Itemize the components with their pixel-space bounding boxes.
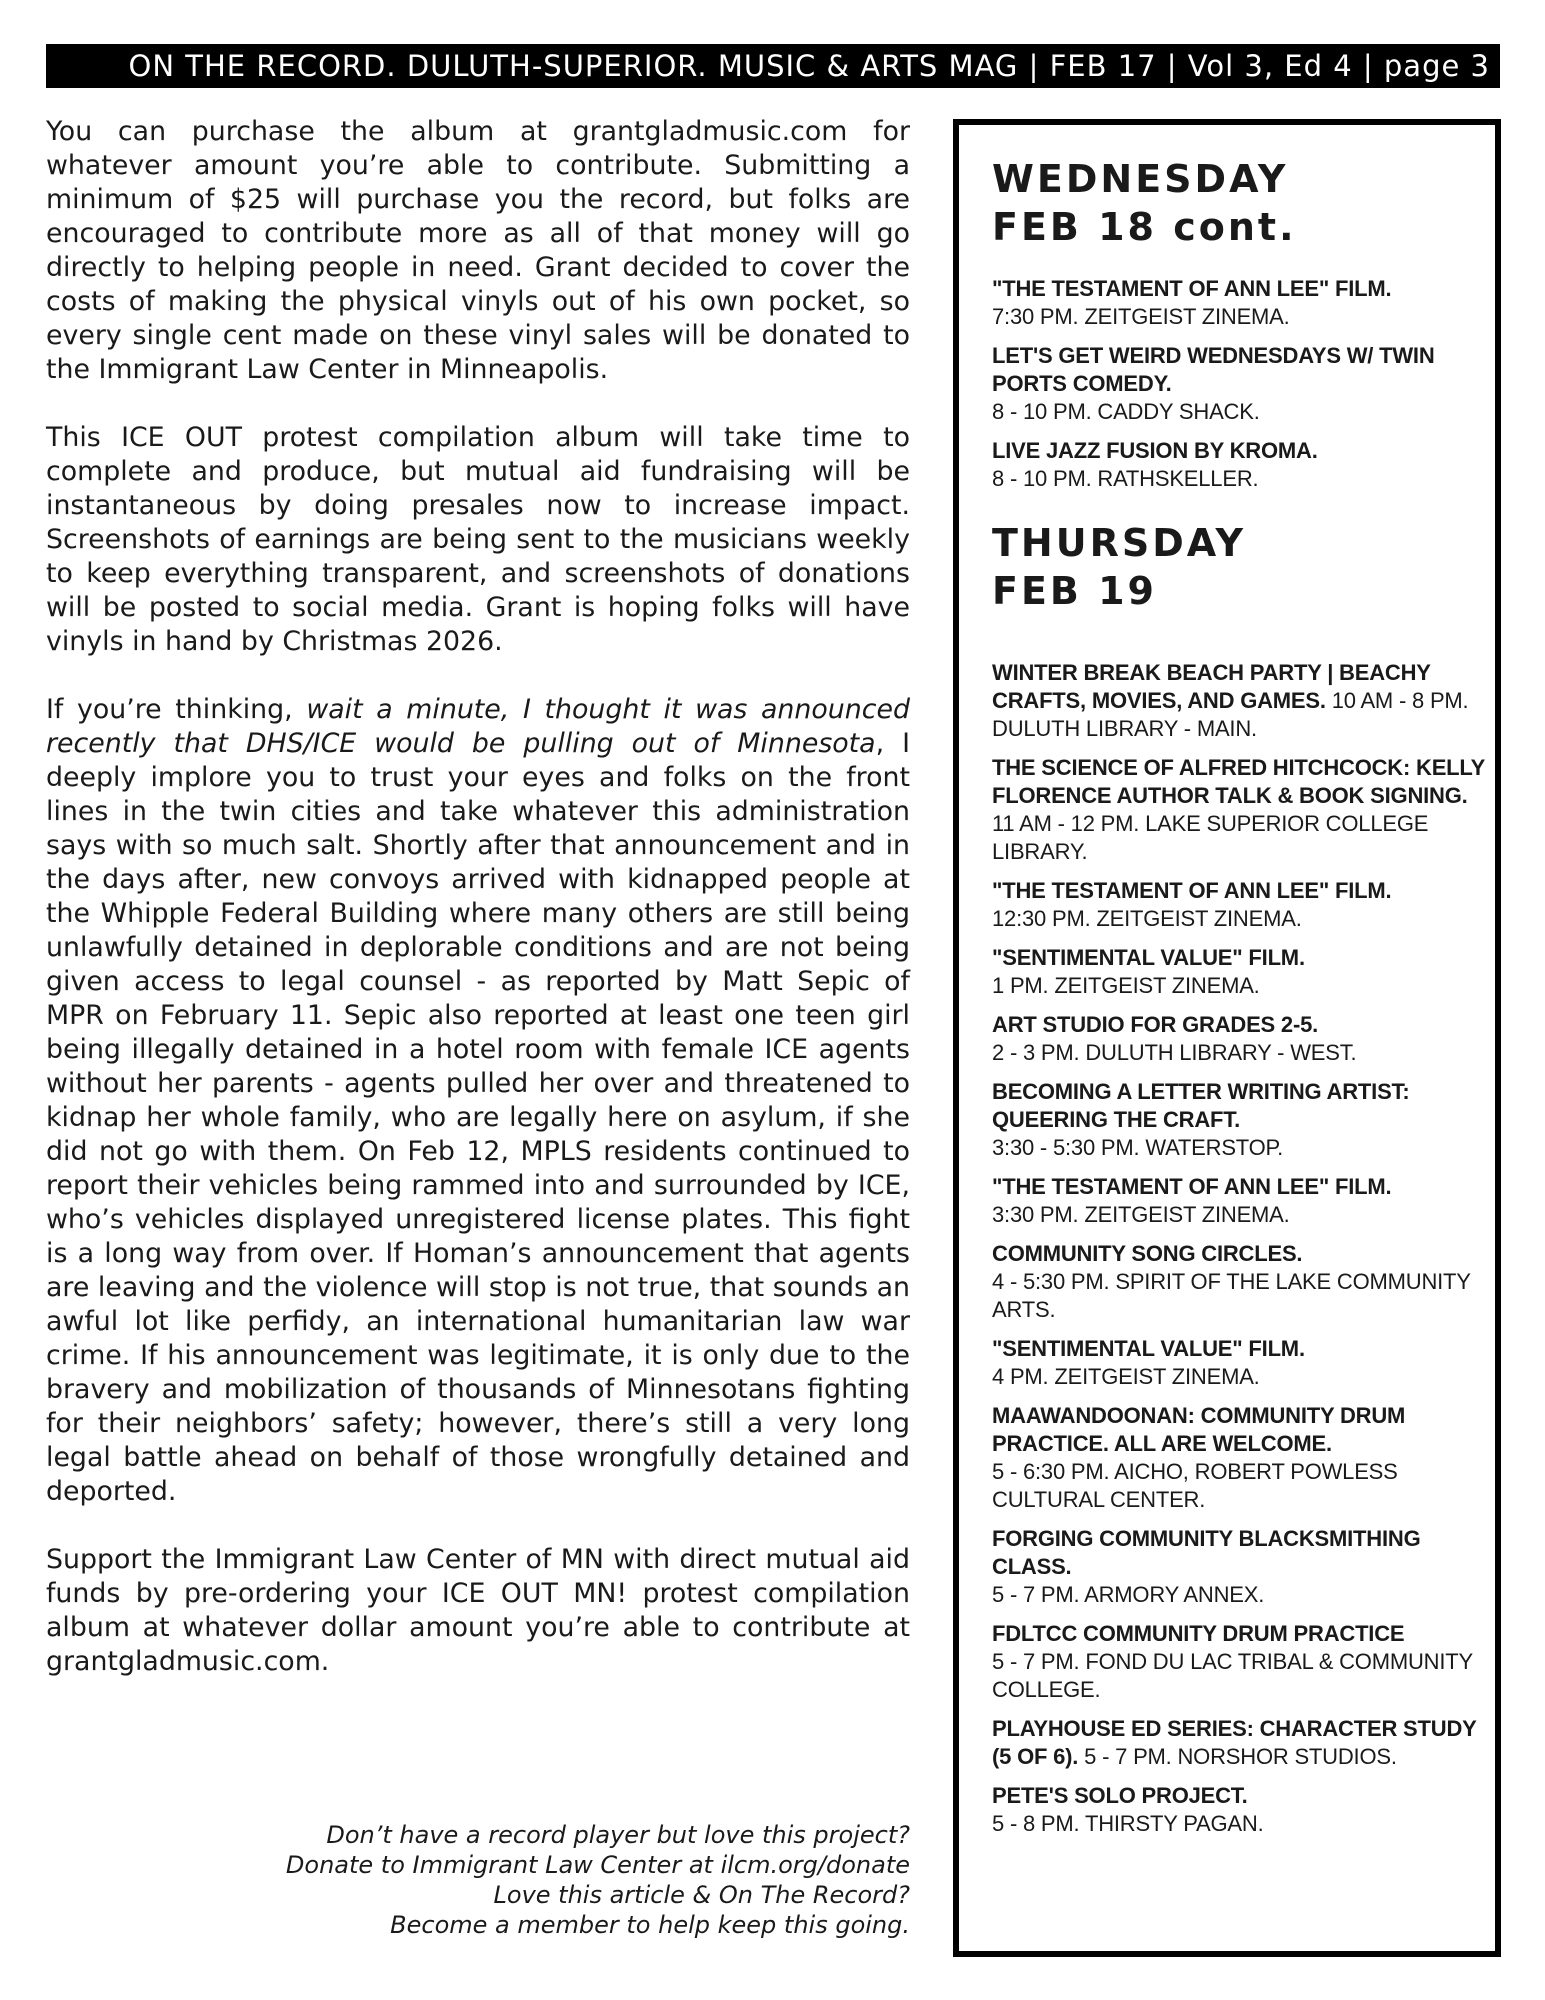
event-title: PETE'S SOLO PROJECT. [992,1783,1248,1808]
event-item [992,1620,1495,1704]
event-item [992,1078,1495,1162]
wednesday-event-list [992,275,1495,493]
article-paragraph: Support the Immigrant Law Center of MN with direct mutual aid funds by pre-ordering your ICE OUT MN! protest compilation album at whatever dollar amount you’re able to contribute at grantgladmusic.com. [46,1544,910,1677]
event-title: THE SCIENCE OF ALFRED HITCHCOCK: KELLY FLORENCE AUTHOR TALK & BOOK SIGNING. [992,755,1485,808]
day-name: THURSDAY [992,521,1247,565]
event-item [992,659,1495,743]
event-title: MAAWANDOONAN: COMMUNITY DRUM PRACTICE. ALL ARE WELCOME. [992,1403,1406,1456]
article-body [46,115,910,1713]
event-detail: 2 - 3 PM. DULUTH LIBRARY - WEST. [992,1040,1357,1065]
event-item [992,342,1495,426]
footnote-line: Donate to Immigrant Law Center at ilcm.org/donate [285,1851,910,1879]
article-paragraph: This ICE OUT protest compilation album will take time to complete and produce, but mutual aid fundraising will be instantaneous by doing presales now to increase impact. Screenshots of earnings are being sent to the musicians weekly to keep everything transparent, and screenshots of donations will be posted to social media. Grant is hoping folks will have vinyls in hand by Christmas 2026. [46,422,910,657]
event-detail: 1 PM. ZEITGEIST ZINEMA. [992,973,1260,998]
page-header-banner: ON THE RECORD. DULUTH-SUPERIOR. MUSIC & ARTS MAG | FEB 17 | Vol 3, Ed 4 | page 3 [46,44,1500,88]
event-detail: 8 - 10 PM. RATHSKELLER. [992,466,1259,491]
event-title: "THE TESTAMENT OF ANN LEE" FILM. [992,276,1392,301]
event-title: "SENTIMENTAL VALUE" FILM. [992,1336,1305,1361]
event-item [992,1715,1495,1771]
event-detail: 8 - 10 PM. CADDY SHACK. [992,399,1260,424]
article-paragraph [46,693,910,1509]
event-detail: 10 AM - 8 PM. DULUTH LIBRARY - MAIN. [992,688,1469,741]
article-paragraph: You can purchase the album at grantgladmusic.com for whatever amount you’re able to contribute. Submitting a minimum of $25 will purchase you the record, but folks are encouraged to contribute more as all of that money will go directly to helping people in need. Grant decided to cover the costs of making the physical vinyls out of his own pocket, so every single cent made on these vinyl sales will be donated to the Immigrant Law Center in Minneapolis. [46,116,910,385]
footnote-line: Become a member to help keep this going. [390,1911,910,1939]
footnote-line: Don’t have a record player but love this project? [326,1821,910,1849]
event-title: COMMUNITY SONG CIRCLES. [992,1241,1303,1266]
event-detail: 7:30 PM. ZEITGEIST ZINEMA. [992,304,1290,329]
italic-quote: wait a minute, I thought it was announced recently that DHS/ICE would be pulling out of Minnesota [46,694,910,759]
event-item [992,877,1495,933]
event-item [992,754,1495,866]
footnote-line: Love this article & On The Record? [493,1881,910,1909]
event-title: "THE TESTAMENT OF ANN LEE" FILM. [992,1174,1392,1199]
day-date: FEB 18 cont. [992,205,1297,249]
event-title: ART STUDIO FOR GRADES 2-5. [992,1012,1319,1037]
event-detail: 5 - 7 PM. ARMORY ANNEX. [992,1582,1265,1607]
event-item [992,1335,1495,1391]
event-calendar-sidebar [953,119,1501,1957]
event-item [992,275,1495,331]
paragraph-rest: , I deeply implore you to trust your eyes and folks on the front lines in the twin cities and take whatever this administration says with so much salt. Shortly after that announcement and in the days after, new convoys arrived with kidnapped people at the Whipple Federal Building where many others are still being unlawfully detained in deplorable conditions and are not being given access to legal counsel - as reported by Matt Sepic of MPR on February 11. Sepic also reported at least one teen girl being illegally detained in a hotel room with female ICE agents without her parents - agents pulled her over and threatened to kidnap her whole family, who are legally here on asylum, if she did not go with them. On Feb 12, MPLS residents continued to report their vehicles being rammed into and surrounded by ICE, who’s vehicles displayed unregistered license plates. This fight is a long way from over. If Homan’s announcement that agents are leaving and the violence will stop is not true, that sounds an awful lot like perfidy, an international humanitarian law war crime. If his announcement was legitimate, it is only due to the bravery and mobilization of thousands of Minnesotans fighting for their neighbors’ safety; however, there’s still a very long legal battle ahead on behalf of those wrongfully detained and deported. [46,728,910,1507]
event-title: "SENTIMENTAL VALUE" FILM. [992,945,1305,970]
event-item [992,944,1495,1000]
event-item [992,1782,1495,1838]
event-detail: 3:30 PM. ZEITGEIST ZINEMA. [992,1202,1290,1227]
article-footnote [46,1820,910,1940]
event-title: PLAYHOUSE ED SERIES: CHARACTER STUDY (5 OF 6). [992,1716,1477,1769]
day-heading-wednesday [992,155,1495,251]
event-item [992,1240,1495,1324]
event-item [992,1402,1495,1514]
day-date: FEB 19 [992,569,1157,613]
event-detail: 5 - 6:30 PM. AICHO, ROBERT POWLESS CULTURAL CENTER. [992,1459,1398,1512]
event-title: FDLTCC COMMUNITY DRUM PRACTICE [992,1621,1405,1646]
event-detail: 5 - 8 PM. THIRSTY PAGAN. [992,1811,1264,1836]
event-detail: 4 PM. ZEITGEIST ZINEMA. [992,1364,1260,1389]
event-detail: 11 AM - 12 PM. LAKE SUPERIOR COLLEGE LIBRARY. [992,811,1429,864]
event-item [992,1011,1495,1067]
event-title: "THE TESTAMENT OF ANN LEE" FILM. [992,878,1392,903]
paragraph-lead: If you’re thinking, [46,694,307,725]
event-item [992,1525,1495,1609]
day-heading-thursday [992,519,1495,615]
day-name: WEDNESDAY [992,157,1289,201]
thursday-event-list [992,659,1495,1838]
event-title: BECOMING A LETTER WRITING ARTIST: QUEERING THE CRAFT. [992,1079,1410,1132]
event-title: WINTER BREAK BEACH PARTY | BEACHY CRAFTS, MOVIES, AND GAMES. [992,660,1431,713]
event-title: FORGING COMMUNITY BLACKSMITHING CLASS. [992,1526,1421,1579]
event-title: LIVE JAZZ FUSION BY KROMA. [992,438,1318,463]
event-item [992,437,1495,493]
event-detail: 4 - 5:30 PM. SPIRIT OF THE LAKE COMMUNITY ARTS. [992,1269,1471,1322]
event-item [992,1173,1495,1229]
event-detail: 5 - 7 PM. NORSHOR STUDIOS. [1078,1744,1397,1769]
event-title: LET'S GET WEIRD WEDNESDAYS W/ TWIN PORTS COMEDY. [992,343,1435,396]
event-detail: 5 - 7 PM. FOND DU LAC TRIBAL & COMMUNITY COLLEGE. [992,1649,1473,1702]
event-detail: 12:30 PM. ZEITGEIST ZINEMA. [992,906,1302,931]
event-detail: 3:30 - 5:30 PM. WATERSTOP. [992,1135,1284,1160]
